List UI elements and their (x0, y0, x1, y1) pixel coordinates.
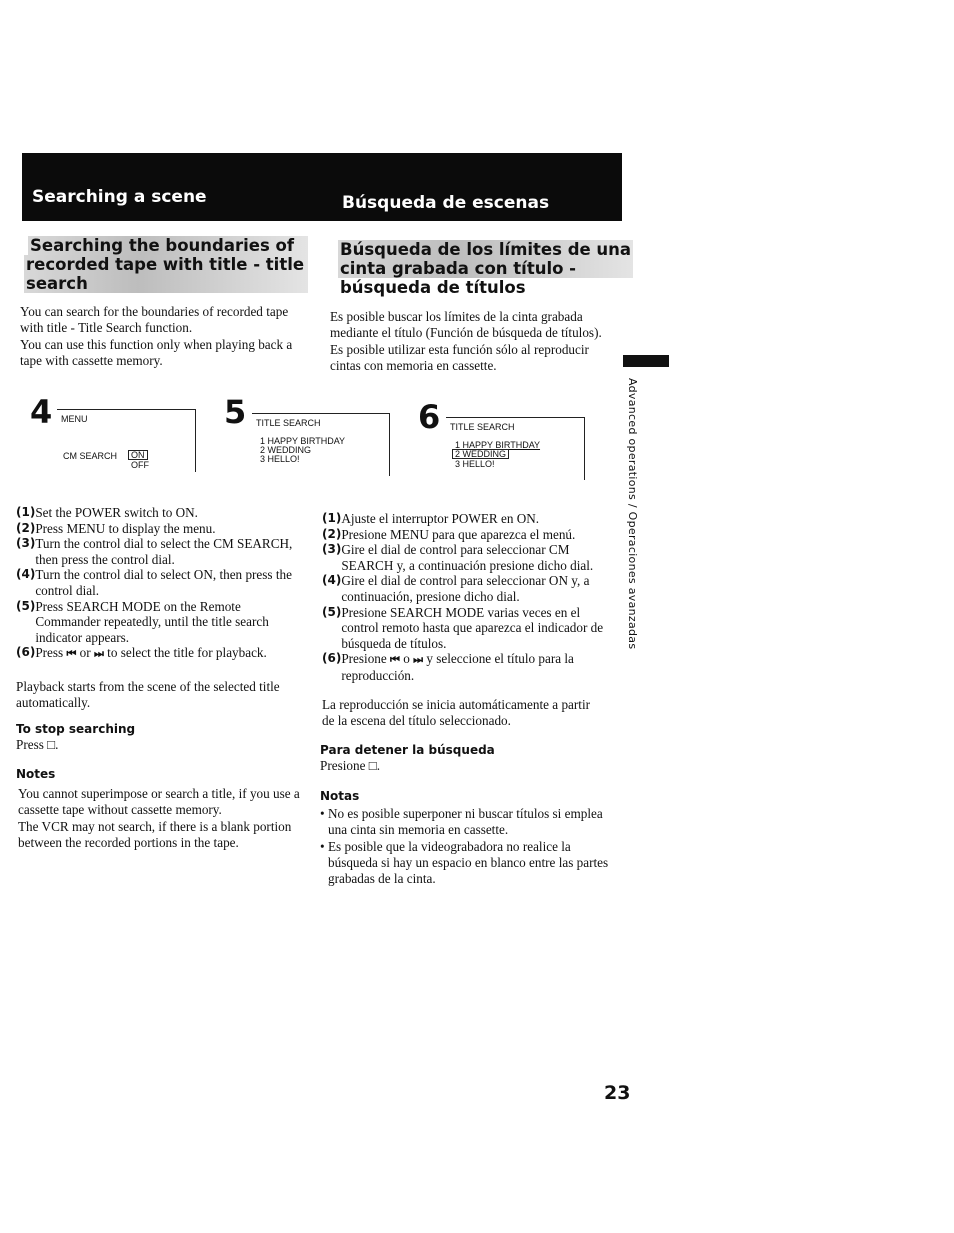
step-text: Press MENU to display the menu. (35, 520, 216, 536)
step-text-part: to select the title for playback. (107, 645, 267, 661)
side-label: Advanced operations / Operaciones avanzadas (626, 378, 639, 650)
menu-header: MENU (61, 414, 88, 424)
step-text: Gire el dial de control para seleccionar ON y, a continuación, presione dicho dial. (341, 573, 590, 604)
figure-step-5-screen (252, 413, 390, 476)
step-item (16, 505, 300, 521)
prev-icon: ⏮ (66, 647, 77, 661)
step-item (16, 567, 300, 598)
stop-heading-en: To stop searching (16, 722, 136, 736)
step-text: Presione MENU para que aparezca el menú. (341, 526, 576, 542)
heading-es-line1: Búsqueda de los límites de una (340, 240, 632, 259)
step-item (16, 645, 300, 662)
figure-step-6-screen (446, 417, 585, 480)
notes-en (18, 786, 300, 851)
playback-en: Playback starts from the scene of the selected title automatically. (16, 679, 280, 711)
playback-es: La reproducción se inicia automáticamente a partir de la escena del título seleccionado. (322, 697, 591, 729)
step-text (341, 651, 612, 683)
step-number: (2) (322, 526, 342, 541)
stop-icon: □ (47, 737, 56, 752)
step-number: (1) (322, 511, 342, 525)
stop-text-part: Presione (320, 758, 366, 773)
option-on: ON (128, 450, 148, 460)
step-text-part: Presione (341, 651, 387, 667)
step-number: (6) (16, 645, 36, 660)
step-item (322, 651, 612, 683)
title-item: 1 HAPPY BIRTHDAY (455, 440, 541, 450)
step-number: (5) (322, 604, 342, 619)
step-number: (4) (16, 567, 36, 582)
note-item (320, 806, 610, 839)
note-item: The VCR may not search, if there is a blank portion between the recorded portions in the tape. (18, 818, 292, 850)
step-number: (3) (16, 536, 36, 551)
note-text: Es posible que la videograbadora no realice la búsqueda si hay un espacio en blanco entre las partes grabadas de la cinta. (328, 838, 609, 887)
step-item (16, 521, 300, 537)
step-text: Gire el dial de control para seleccionar CM SEARCH y, a continuación presione dicho dial. (341, 542, 594, 573)
step-item (16, 536, 300, 567)
cm-search-label: CM SEARCH (63, 451, 118, 461)
step-text: Presione SEARCH MODE varias veces en el control remoto hasta que aparezca el indicador de búsqueda de títulos. (341, 604, 604, 651)
heading-en-line2: recorded tape with title - title (24, 255, 308, 274)
step-number: (4) (322, 573, 342, 588)
notes-es (320, 806, 610, 887)
step-text: Turn the control dial to select ON, then press the control dial. (35, 567, 292, 598)
section-title-en: Searching a scene (32, 187, 207, 207)
notes-heading-en: Notes (16, 767, 56, 781)
title-item: 3 HELLO! (455, 459, 495, 469)
step-text-part: y seleccione el título para la reproducción. (341, 651, 574, 683)
intro-en-p2: You can use this function only when playing back a tape with cassette memory. (20, 336, 293, 368)
step-text: Ajuste el interruptor POWER en ON. (341, 511, 540, 526)
prev-icon: ⏮ (390, 653, 400, 667)
step-item (322, 511, 612, 527)
stop-text-part: Press (16, 737, 44, 752)
bullet-icon: • (320, 806, 325, 821)
notes-heading-es: Notas (320, 789, 360, 803)
step-text-part: or (79, 645, 91, 661)
intro-en-p1: You can search for the boundaries of recorded tape with title - Title Search function. (20, 304, 289, 336)
step-item (322, 573, 612, 604)
side-tab-marker (623, 355, 669, 367)
stop-icon: □ (368, 758, 377, 773)
step-text: Set the POWER switch to ON. (35, 505, 198, 520)
step-item (322, 527, 612, 543)
bullet-icon: • (320, 838, 325, 854)
heading-en-line3: search (24, 274, 308, 293)
step-text-part: Press (35, 645, 64, 661)
step-text: Turn the control dial to select the CM SEARCH, then press the control dial. (35, 536, 293, 567)
stop-heading-es: Para detener la búsqueda (320, 743, 495, 757)
title-item: 2 WEDDING (260, 445, 312, 455)
steps-en (16, 505, 300, 662)
intro-en (20, 304, 295, 369)
step-text (35, 645, 300, 662)
next-icon: ⏭ (413, 653, 424, 667)
title-search-header: TITLE SEARCH (256, 418, 321, 428)
heading-es (338, 240, 633, 297)
intro-es (330, 309, 615, 374)
figure-step-4-screen (57, 409, 196, 472)
step-item (322, 542, 612, 573)
step-text: Press SEARCH MODE on the Remote Commander repeatedly, until the title search indicator appears. (35, 598, 269, 645)
page-number: 23 (604, 1082, 631, 1104)
heading-en-line1: Searching the boundaries of (28, 236, 308, 255)
note-item: You cannot superimpose or search a title, if you use a cassette tape without cassette memory. (18, 786, 300, 818)
heading-en (28, 236, 308, 293)
step-number: (5) (16, 598, 36, 613)
step-number: (6) (322, 651, 342, 666)
step-number: (2) (16, 520, 36, 535)
stop-text-es: Presione □. (320, 758, 380, 773)
next-icon: ⏭ (93, 647, 104, 661)
stop-text-en: Press □. (16, 737, 59, 752)
title-item-selected: 2 WEDDING (452, 449, 509, 459)
heading-es-line2: cinta grabada con título - (338, 259, 633, 278)
figure-step-4-number: 4 (30, 393, 53, 431)
intro-es-p1: Es posible buscar los límites de la cinta grabada mediante el título (Función de búsqueda de títulos). (330, 309, 602, 341)
intro-es-p2: Es posible utilizar esta función sólo al reproducir cintas con memoria en cassette. (330, 341, 589, 373)
title-item: 3 HELLO! (260, 454, 300, 464)
step-number: (1) (16, 505, 36, 519)
note-text: No es posible superponer ni buscar títulos si emplea una cinta sin memoria en cassette. (328, 806, 603, 838)
figure-step-5-number: 5 (224, 393, 247, 431)
step-number: (3) (322, 542, 342, 557)
step-item (16, 599, 300, 646)
option-off: OFF (131, 460, 149, 470)
figure-step-6-number: 6 (418, 398, 441, 436)
step-text-part: o (403, 651, 410, 667)
step-item (322, 605, 612, 652)
steps-es (322, 511, 612, 684)
section-title-es: Búsqueda de escenas (342, 193, 550, 213)
title-search-header: TITLE SEARCH (450, 422, 515, 432)
note-item (320, 839, 610, 888)
title-item: 1 HAPPY BIRTHDAY (260, 436, 346, 446)
heading-es-line3: búsqueda de títulos (340, 278, 526, 297)
